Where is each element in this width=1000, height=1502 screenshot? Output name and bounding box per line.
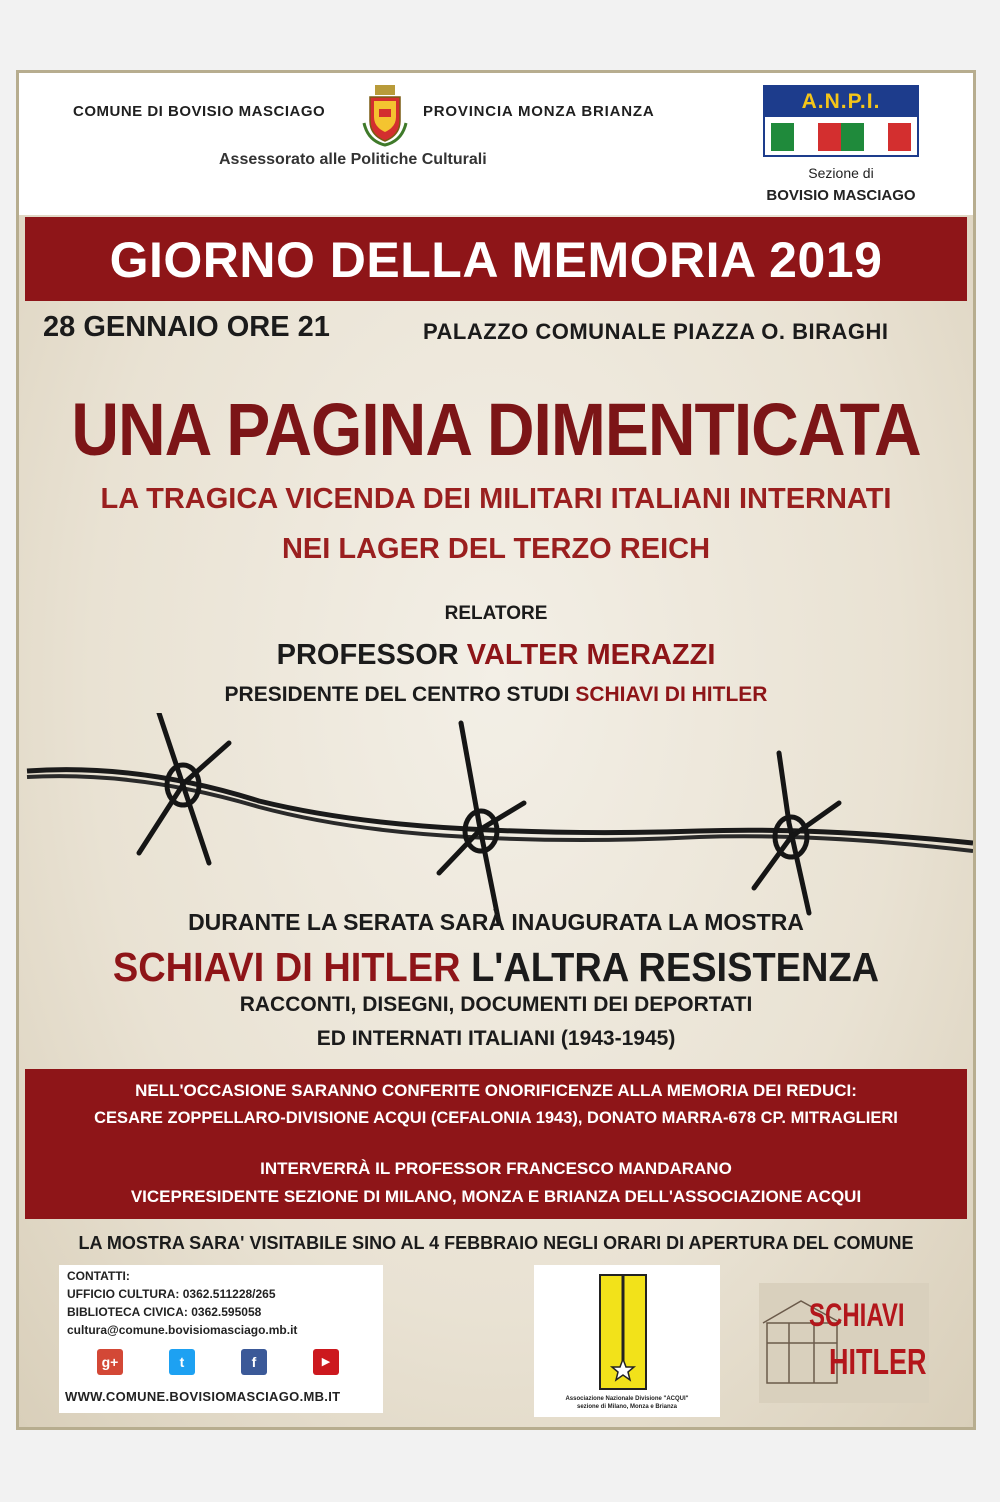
speaker-label: RELATORE (444, 603, 548, 624)
schiavi-logo-line-2: HITLER (829, 1341, 927, 1382)
italian-flag-icon (771, 123, 911, 151)
subtitle-line-2: NEI LAGER DEL TERZO REICH (281, 533, 711, 565)
acqui-caption (538, 1395, 716, 1411)
acqui-association-logo (534, 1265, 720, 1417)
visit-note: LA MOSTRA SARA' VISITABILE SINO AL 4 FEBBRAIO NEGLI ORARI DI APERTURA DEL COMUNE (78, 1233, 914, 1253)
anpi-section-label: Sezione di (808, 165, 874, 181)
twitter-icon[interactable]: t (169, 1349, 195, 1375)
contacts-box (59, 1265, 383, 1413)
event-poster (16, 70, 976, 1430)
contact-biblioteca: BIBLIOTECA CIVICA: 0362.595058 (67, 1305, 262, 1319)
exhibition-intro: DURANTE LA SERATA SARÀ INAUGURATA LA MOSTRA (188, 909, 804, 935)
honors-line-4: VICEPRESIDENTE SEZIONE DI MILANO, MONZA E BRIANZA DELL'ASSOCIAZIONE ACQUI (130, 1187, 862, 1206)
exhibition-desc-line-1: RACCONTI, DISEGNI, DOCUMENTI DEI DEPORTATI (239, 993, 753, 1016)
acqui-emblem-icon (534, 1265, 720, 1393)
memorial-day-banner: GIORNO DELLA MEMORIA 2019 (25, 217, 967, 301)
speaker-name: VALTER MERAZZI (466, 639, 716, 671)
honors-banner (25, 1069, 967, 1219)
honors-line-2: CESARE ZOPPELLARO-DIVISIONE ACQUI (CEFALONIA 1943), DONATO MARRA-678 CP. MITRAGLIERI (94, 1109, 898, 1127)
facebook-icon[interactable]: f (241, 1349, 267, 1375)
honors-line-1: NELL'OCCASIONE SARANNO CONFERITE ONORIFICENZE ALLA MEMORIA DEI REDUCI: (135, 1081, 857, 1100)
anpi-logo-text: A.N.P.I. (765, 87, 917, 117)
provincia-name: PROVINCIA MONZA BRIANZA (423, 103, 655, 120)
contact-email[interactable]: cultura@comune.bovisiomasciago.mb.it (67, 1323, 298, 1337)
speaker-prefix: PROFESSOR (276, 639, 467, 671)
schiavi-logo-line-1: SCHIAVI (809, 1297, 905, 1333)
contacts-label: CONTATTI: (67, 1269, 130, 1283)
acqui-caption-line-2: sezione di Milano, Monza e Brianza (576, 1404, 678, 1410)
schiavi-di-hitler-logo (759, 1283, 929, 1403)
exhibition-title-black: L'ALTRA RESISTENZA (460, 945, 880, 991)
speaker-name-line (19, 639, 973, 672)
anpi-logo (763, 85, 919, 157)
youtube-icon[interactable]: ▶ (313, 1349, 339, 1375)
main-title: UNA PAGINA DIMENTICATA (71, 387, 921, 471)
acqui-caption-line-1: Associazione Nazionale Divisione "ACQUI" (565, 1396, 689, 1402)
google-plus-icon[interactable]: g+ (97, 1349, 123, 1375)
poster-header (19, 73, 973, 215)
speaker-role-line (19, 683, 973, 707)
exhibition-title-red: SCHIAVI DI HITLER (112, 945, 461, 991)
honors-line-3: INTERVERRÀ IL PROFESSOR FRANCESCO MANDARANO (260, 1159, 732, 1178)
barbed-wire-icon (19, 713, 973, 933)
exhibition-desc-line-2: ED INTERNATI ITALIANI (1943-1945) (316, 1027, 676, 1050)
event-date-time: 28 GENNAIO ORE 21 (43, 311, 330, 343)
subtitle-line-1: LA TRAGICA VICENDA DEI MILITARI ITALIANI INTERNATI (100, 483, 892, 515)
contact-ufficio: UFFICIO CULTURA: 0362.511228/265 (67, 1287, 276, 1301)
comune-crest-icon (360, 83, 410, 149)
website-link[interactable]: WWW.COMUNE.BOVISIOMASCIAGO.MB.IT (65, 1389, 341, 1404)
assessorato-label: Assessorato alle Politiche Culturali (219, 151, 487, 168)
exhibition-title (19, 945, 973, 991)
speaker-role-org: SCHIAVI DI HITLER (575, 683, 768, 706)
anpi-section-city: BOVISIO MASCIAGO (766, 187, 916, 204)
event-place: PALAZZO COMUNALE PIAZZA O. BIRAGHI (423, 319, 889, 344)
comune-name: COMUNE DI BOVISIO MASCIAGO (73, 103, 326, 120)
speaker-role-prefix: PRESIDENTE DEL CENTRO STUDI (224, 683, 576, 706)
